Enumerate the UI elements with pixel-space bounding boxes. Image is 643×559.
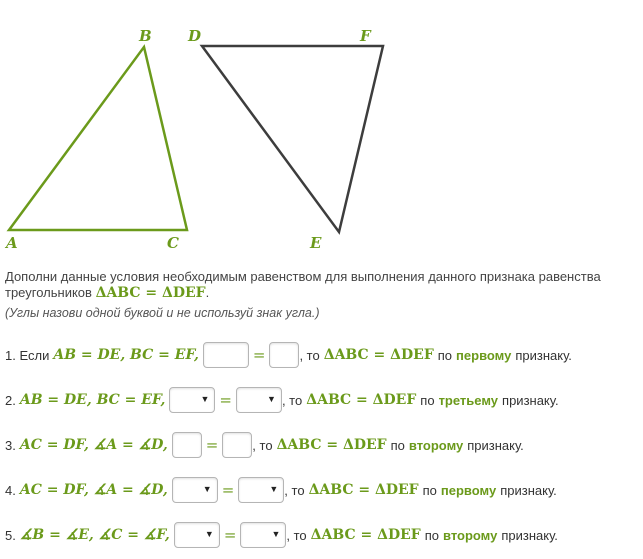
instruction-body: Дополни данные условия необходимым равенством для выполнения данного признака равенства треугольников [5,269,601,300]
task-5 [5,521,558,549]
tail-text: признаку. [501,527,558,543]
task-number: 1. Если [5,347,50,363]
by-text: по [437,347,453,363]
task-3 [5,431,524,459]
chevron-down-icon: ▼ [202,484,212,494]
task-number: 5. [5,527,16,543]
vertex-f-label: F [360,27,371,45]
instruction-formula: ΔABC = ΔDEF [95,285,206,301]
then-text: , то [252,437,273,453]
task-condition: ∡B = ∡E, ∡C = ∡F, [19,527,170,543]
answer-input-left[interactable] [172,432,202,458]
by-text: по [424,527,439,543]
then-text: , то [299,347,320,363]
chevron-down-icon: ▼ [269,484,279,494]
then-text: , то [281,392,303,408]
task-condition: AC = DF, ∡A = ∡D, [19,437,168,453]
chevron-down-icon: ▼ [271,529,281,539]
answer-input-right[interactable] [269,342,299,368]
congruence-formula: ΔABC = ΔDEF [306,392,417,408]
triangle-def [202,46,383,232]
chevron-down-icon: ▼ [200,394,210,404]
vertex-c-label: C [167,234,179,252]
congruence-formula: ΔABC = ΔDEF [310,527,421,543]
tail-text: признаку. [515,347,572,363]
task-number: 3. [5,437,16,453]
congruence-formula: ΔABC = ΔDEF [276,437,387,453]
vertex-e-label: E [310,234,322,252]
task-condition: AB = DE, BC = EF, [53,347,199,363]
answer-input-left[interactable] [203,342,249,368]
task-number: 2. [5,392,16,408]
task-condition: AB = DE, BC = EF, [19,392,166,408]
criterion-name: второму [408,437,464,453]
task-condition: AC = DF, ∡A = ∡D, [19,482,168,498]
instruction-note: (Углы назови одной буквой и не используй знак угла.) [5,306,320,320]
answer-dropdown-left[interactable] [174,522,220,548]
chevron-down-icon: ▼ [204,529,214,539]
task-number: 4. [5,482,16,498]
chevron-down-icon: ▼ [267,394,276,404]
then-text: , то [286,527,307,543]
by-text: по [422,482,437,498]
equals-sign: = [219,391,232,409]
equals-sign: = [205,436,219,454]
congruence-formula: ΔABC = ΔDEF [308,482,419,498]
vertex-d-label: D [188,27,202,45]
vertex-b-label: B [139,27,152,45]
congruence-formula: ΔABC = ΔDEF [323,347,434,363]
instruction-period: . [205,285,210,300]
equals-sign: = [221,481,235,499]
task-2 [5,386,559,414]
answer-dropdown-right[interactable] [240,522,286,548]
answer-dropdown-right[interactable] [236,387,282,413]
answer-dropdown-left[interactable] [169,387,215,413]
criterion-name: первому [456,347,512,363]
equals-sign: = [252,346,266,364]
criterion-name: третьему [438,392,499,408]
answer-dropdown-left[interactable] [172,477,218,503]
equals-sign: = [223,526,237,544]
tail-text: признаку. [500,482,557,498]
triangles-figure [0,0,643,262]
criterion-name: первому [440,482,497,498]
vertex-a-label: A [6,234,18,252]
then-text: , то [284,482,305,498]
triangle-abc [9,47,187,230]
tail-text: признаку. [502,392,559,408]
tail-text: признаку. [467,437,524,453]
criterion-name: второму [443,527,498,543]
by-text: по [420,392,435,408]
task-4 [5,476,557,504]
answer-dropdown-right[interactable] [238,477,284,503]
instruction-text [5,269,637,301]
task-1 [5,341,572,369]
answer-input-right[interactable] [222,432,252,458]
by-text: по [390,437,405,453]
